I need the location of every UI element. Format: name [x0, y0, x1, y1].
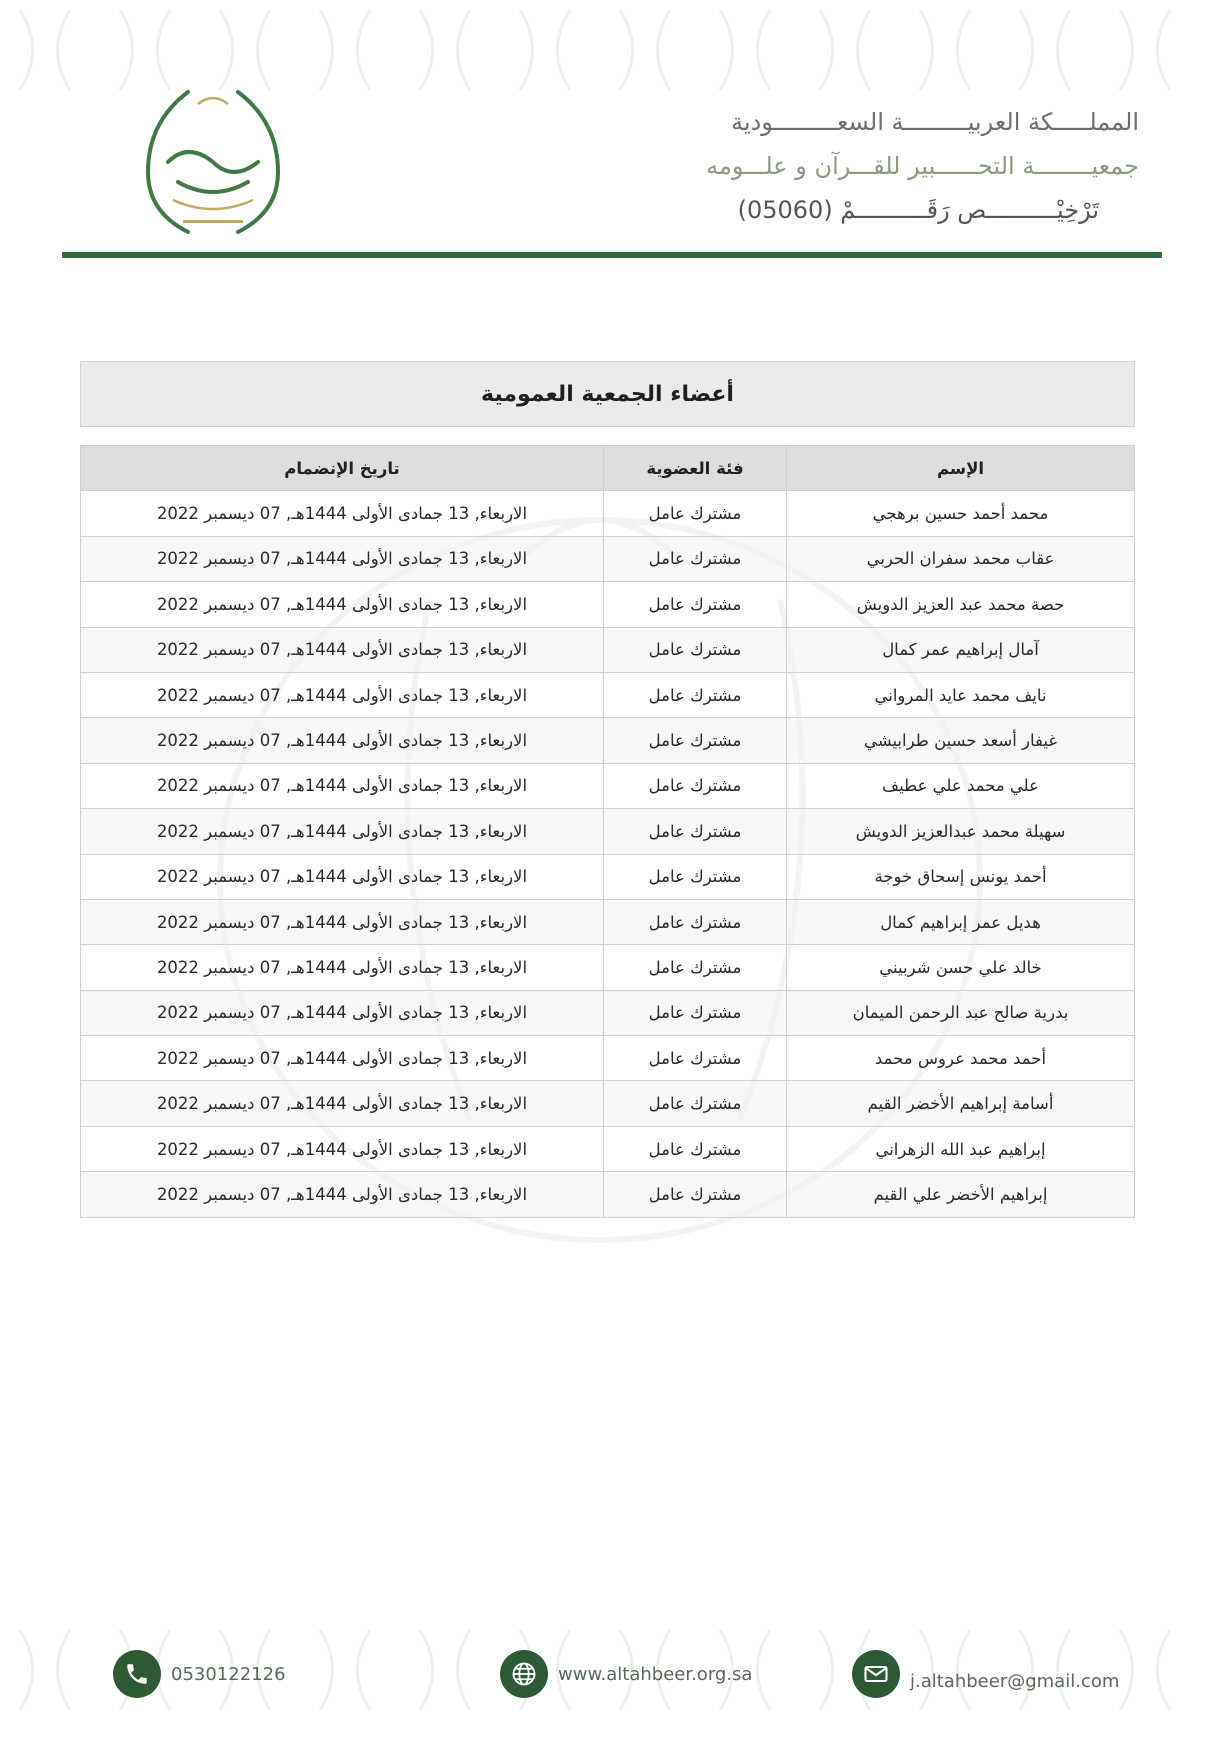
member-name-cell: عقاب محمد سفران الحربي	[787, 536, 1135, 581]
letterhead	[579, 100, 1139, 232]
table-row	[81, 945, 1135, 990]
table-row	[81, 491, 1135, 536]
table-row	[81, 990, 1135, 1035]
join-date-cell: الاربعاء, 13 جمادى الأولى 1444هـ, 07 ديسمبر 2022	[81, 536, 604, 581]
join-date-cell: الاربعاء, 13 جمادى الأولى 1444هـ, 07 ديسمبر 2022	[81, 582, 604, 627]
membership-category-cell: مشترك عامل	[604, 672, 787, 717]
header-divider	[62, 252, 1162, 258]
membership-category-cell: مشترك عامل	[604, 627, 787, 672]
member-name-cell: علي محمد علي عطيف	[787, 763, 1135, 808]
association-logo	[128, 82, 298, 242]
membership-category-cell: مشترك عامل	[604, 945, 787, 990]
join-date-cell: الاربعاء, 13 جمادى الأولى 1444هـ, 07 ديسمبر 2022	[81, 718, 604, 763]
phone-number: 0530122126	[171, 1663, 286, 1685]
member-name-cell: نايف محمد عايد المرواني	[787, 672, 1135, 717]
phone-icon	[113, 1650, 161, 1698]
join-date-cell: الاربعاء, 13 جمادى الأولى 1444هـ, 07 ديسمبر 2022	[81, 990, 604, 1035]
join-date-cell: الاربعاء, 13 جمادى الأولى 1444هـ, 07 ديسمبر 2022	[81, 1172, 604, 1217]
footer-phone[interactable]	[113, 1650, 286, 1698]
member-name-cell: أحمد يونس إسحاق خوجة	[787, 854, 1135, 899]
membership-category-cell: مشترك عامل	[604, 1081, 787, 1126]
membership-category-cell: مشترك عامل	[604, 1172, 787, 1217]
join-date-cell: الاربعاء, 13 جمادى الأولى 1444هـ, 07 ديسمبر 2022	[81, 809, 604, 854]
kingdom-line: المملـــــكة العربيـــــــــة السعـــــــــودية	[731, 108, 1139, 136]
member-name-cell: أحمد محمد عروس محمد	[787, 1036, 1135, 1081]
footer-website[interactable]	[500, 1650, 752, 1698]
membership-category-cell: مشترك عامل	[604, 491, 787, 536]
member-name-cell: غيفار أسعد حسين طرابيشي	[787, 718, 1135, 763]
website-link[interactable]: www.altahbeer.org.sa	[558, 1663, 753, 1685]
membership-category-cell: مشترك عامل	[604, 1036, 787, 1081]
membership-category-cell: مشترك عامل	[604, 854, 787, 899]
header-join-date: تاريخ الإنضمام	[81, 446, 604, 491]
join-date-cell: الاربعاء, 13 جمادى الأولى 1444هـ, 07 ديسمبر 2022	[81, 763, 604, 808]
member-name-cell: محمد أحمد حسين برهجي	[787, 491, 1135, 536]
join-date-cell: الاربعاء, 13 جمادى الأولى 1444هـ, 07 ديسمبر 2022	[81, 945, 604, 990]
email-link[interactable]: j.altahbeer@gmail.com	[910, 1670, 1120, 1692]
membership-category-cell: مشترك عامل	[604, 1126, 787, 1171]
member-name-cell: هديل عمر إبراهيم كمال	[787, 899, 1135, 944]
table-row	[81, 854, 1135, 899]
member-name-cell: حصة محمد عبد العزيز الدويش	[787, 582, 1135, 627]
table-row	[81, 536, 1135, 581]
member-name-cell: خالد علي حسن شربيني	[787, 945, 1135, 990]
members-table	[80, 445, 1135, 1218]
table-row	[81, 1126, 1135, 1171]
table-row	[81, 718, 1135, 763]
table-row	[81, 899, 1135, 944]
member-name-cell: إبراهيم الأخضر علي القيم	[787, 1172, 1135, 1217]
membership-category-cell: مشترك عامل	[604, 763, 787, 808]
table-header-row	[81, 446, 1135, 491]
table-row	[81, 763, 1135, 808]
join-date-cell: الاربعاء, 13 جمادى الأولى 1444هـ, 07 ديسمبر 2022	[81, 1081, 604, 1126]
table-row	[81, 809, 1135, 854]
membership-category-cell: مشترك عامل	[604, 899, 787, 944]
section-title-box	[80, 361, 1135, 427]
join-date-cell: الاربعاء, 13 جمادى الأولى 1444هـ, 07 ديسمبر 2022	[81, 491, 604, 536]
member-name-cell: سهيلة محمد عبدالعزيز الدويش	[787, 809, 1135, 854]
member-name-cell: بدرية صالح عبد الرحمن الميمان	[787, 990, 1135, 1035]
join-date-cell: الاربعاء, 13 جمادى الأولى 1444هـ, 07 ديسمبر 2022	[81, 672, 604, 717]
header-name: الإسم	[787, 446, 1135, 491]
envelope-icon	[852, 1650, 900, 1698]
membership-category-cell: مشترك عامل	[604, 809, 787, 854]
table-row	[81, 627, 1135, 672]
table-row	[81, 672, 1135, 717]
membership-category-cell: مشترك عامل	[604, 536, 787, 581]
membership-category-cell: مشترك عامل	[604, 582, 787, 627]
table-row	[81, 582, 1135, 627]
membership-category-cell: مشترك عامل	[604, 990, 787, 1035]
join-date-cell: الاربعاء, 13 جمادى الأولى 1444هـ, 07 ديسمبر 2022	[81, 1036, 604, 1081]
join-date-cell: الاربعاء, 13 جمادى الأولى 1444هـ, 07 ديسمبر 2022	[81, 627, 604, 672]
table-row	[81, 1036, 1135, 1081]
join-date-cell: الاربعاء, 13 جمادى الأولى 1444هـ, 07 ديسمبر 2022	[81, 1126, 604, 1171]
globe-icon	[500, 1650, 548, 1698]
member-name-cell: آمال إبراهيم عمر كمال	[787, 627, 1135, 672]
member-name-cell: أسامة إبراهيم الأخضر القيم	[787, 1081, 1135, 1126]
license-line: تَرْخِيْــــــــــص رَقَــــــــــمْ (05060)	[737, 196, 1099, 224]
member-name-cell: إبراهيم عبد الله الزهراني	[787, 1126, 1135, 1171]
association-name-line: جمعيــــــــة التحــــــبير للقـــرآن و علـــومه	[706, 152, 1139, 180]
header-category: فئة العضوية	[604, 446, 787, 491]
page-title: أعضاء الجمعية العمومية	[481, 381, 734, 407]
footer-email[interactable]	[852, 1650, 1119, 1698]
membership-category-cell: مشترك عامل	[604, 718, 787, 763]
table-row	[81, 1172, 1135, 1217]
table-row	[81, 1081, 1135, 1126]
join-date-cell: الاربعاء, 13 جمادى الأولى 1444هـ, 07 ديسمبر 2022	[81, 899, 604, 944]
join-date-cell: الاربعاء, 13 جمادى الأولى 1444هـ, 07 ديسمبر 2022	[81, 854, 604, 899]
